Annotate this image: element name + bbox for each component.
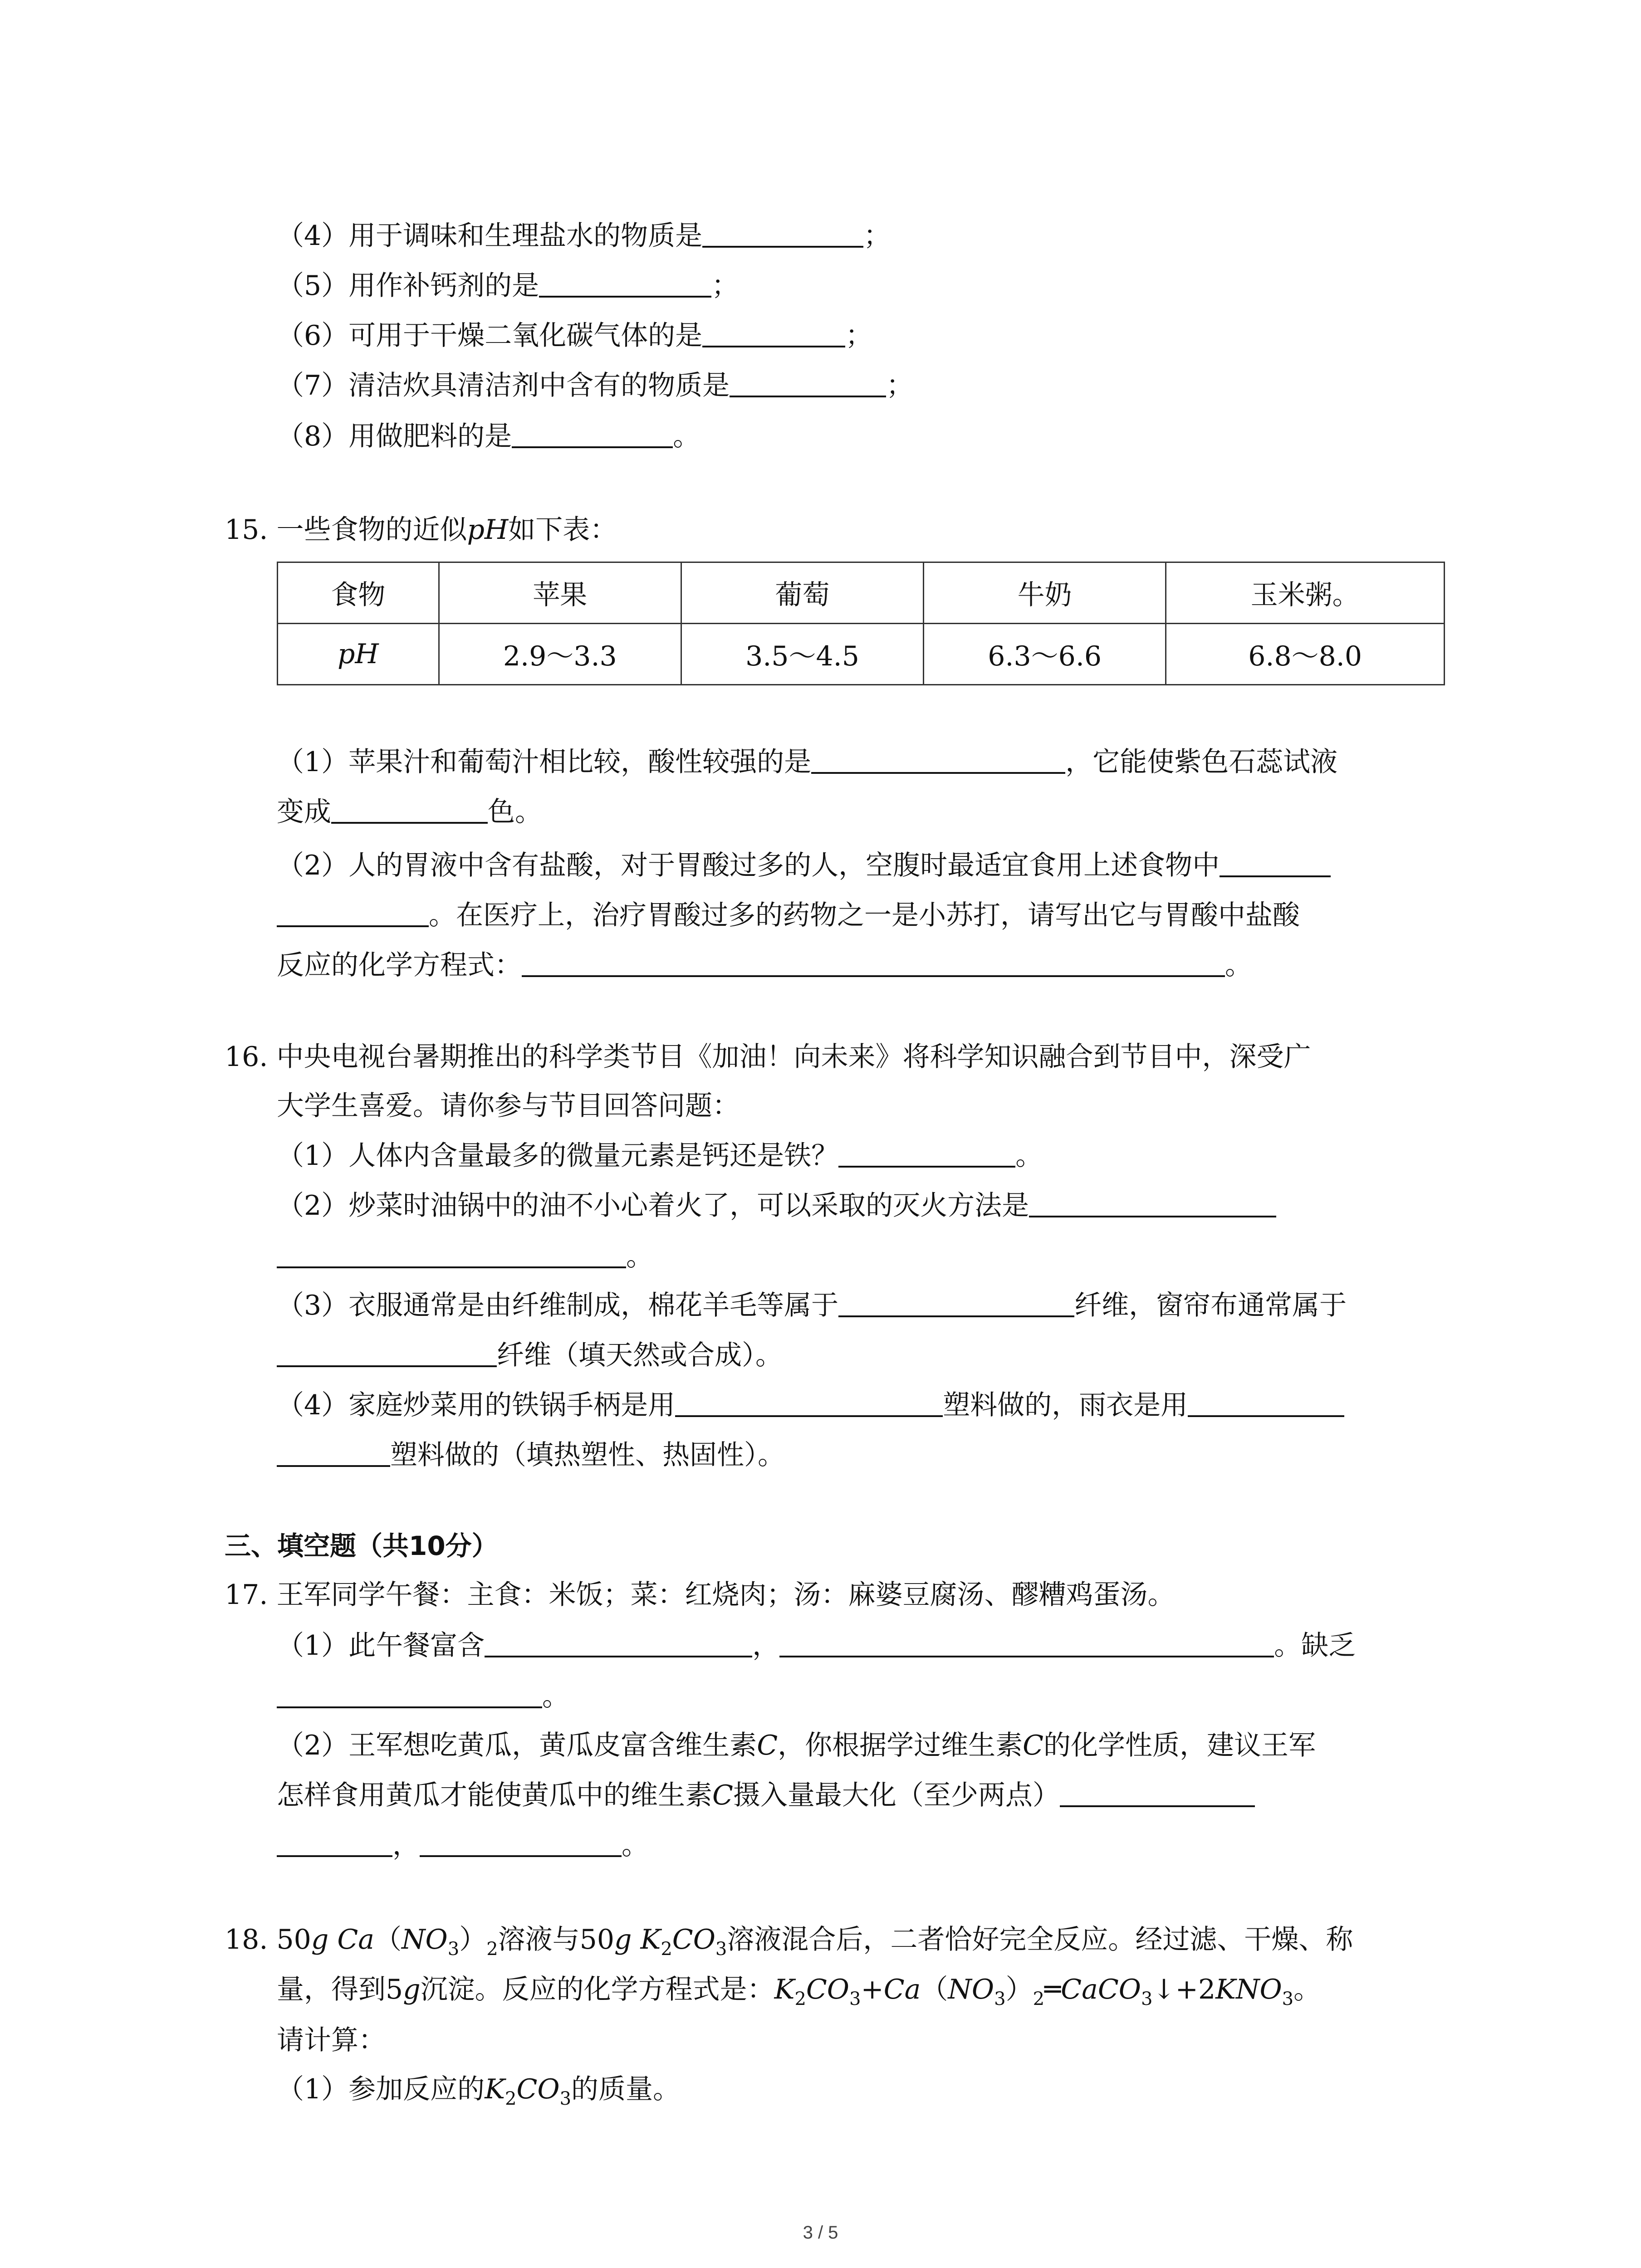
q18-line1: 18. 50g $Ca(NO_3)_2$溶液与50g $K_2CO_3$溶液混合后，二者恰好完全反应。经过滤、干燥、称 xyxy=(225,1924,1353,1960)
q17-part1-line2: 。 xyxy=(277,1678,569,1715)
table-cell: pH xyxy=(278,624,439,685)
answer-blank[interactable] xyxy=(539,269,711,298)
q17-part1-line1: （1）此午餐富含 ， 。缺乏 xyxy=(277,1628,1356,1664)
answer-blank[interactable] xyxy=(811,745,1065,774)
q16-part3-line1: （3）衣服通常是由纤维制成，棉花羊毛等属于 纤维，窗帘布通常属于 xyxy=(277,1287,1347,1324)
q15-part2-line1: （2）人的胃液中含有盐酸，对于胃酸过多的人，空腹时最适宜食用上述食物中 xyxy=(277,847,1331,884)
q14-item-5: （5）用作补钙剂的是 ； xyxy=(277,268,739,304)
answer-blank[interactable] xyxy=(331,795,488,824)
table-header-row xyxy=(278,562,1445,624)
q16-stem-line1: 16. 中央电视台暑期推出的科学类节目《加油！向未来》将科学知识融合到节目中，深受广 xyxy=(225,1041,1311,1073)
q15-stem: 15. 一些食物的近似pH如下表： xyxy=(225,514,617,546)
q14-item-7: （7）清洁炊具清洁剂中含有的物质是 ； xyxy=(277,367,913,404)
answer-blank[interactable] xyxy=(1188,1388,1344,1417)
answer-blank[interactable] xyxy=(779,1628,1274,1657)
answer-blank[interactable] xyxy=(420,1828,622,1857)
answer-blank[interactable] xyxy=(277,898,429,927)
q15-part1-line2: 变成 色。 xyxy=(277,794,542,830)
answer-blank[interactable] xyxy=(512,419,673,448)
q16-part2-cont: 。 xyxy=(277,1238,653,1275)
q18-line2: 量，得到5g沉淀。反应的化学方程式是：$K_2CO_3+Ca(NO_3)_2═CaCO_3↓+2KNO_3$。 xyxy=(277,1974,1321,2009)
section-heading: 三、填空题（共10分） xyxy=(225,1530,498,1561)
q15-part1-line1: （1）苹果汁和葡萄汁相比较，酸性较强的是 ，它能使紫色石蕊试液 xyxy=(277,744,1337,780)
q14-item-8: （8）用做肥料的是 。 xyxy=(277,418,700,455)
q14-item-6: （6）可用于干燥二氧化碳气体的是 ； xyxy=(277,318,872,354)
answer-blank[interactable] xyxy=(522,948,1225,977)
answer-blank[interactable] xyxy=(838,1139,1015,1168)
page-number: 3 / 5 xyxy=(803,2223,838,2243)
table-cell: 6.8～8.0 xyxy=(1166,624,1445,685)
q16-stem-line2: 大学生喜爱。请你参与节目回答问题： xyxy=(277,1090,740,1122)
q17-part2-line2: 怎样食用黄瓜才能使黄瓜中的维生素C摄入量最大化（至少两点） xyxy=(277,1777,1255,1813)
q18-line3: 请计算： xyxy=(277,2024,386,2056)
answer-blank[interactable] xyxy=(838,1288,1074,1317)
answer-blank[interactable] xyxy=(1060,1778,1255,1807)
table-cell: 玉米粥。 xyxy=(1166,562,1445,624)
q14-item-4: （4）用于调味和生理盐水的物质是 ； xyxy=(277,218,891,254)
q17-stem: 17. 王军同学午餐：主食：米饭；菜：红烧肉；汤：麻婆豆腐汤、醪糟鸡蛋汤。 xyxy=(225,1579,1175,1611)
answer-blank[interactable] xyxy=(485,1628,752,1657)
ph-table xyxy=(277,562,1445,685)
table-cell: 苹果 xyxy=(439,562,681,624)
answer-blank[interactable] xyxy=(277,1338,497,1367)
q18-line4: （1）参加反应的$K_2CO_3$的质量。 xyxy=(277,2073,681,2109)
q16-part4-line1: （4）家庭炒菜用的铁锅手柄是用 塑料做的，雨衣是用 xyxy=(277,1387,1344,1423)
answer-blank[interactable] xyxy=(277,1438,390,1467)
answer-blank[interactable] xyxy=(1029,1188,1276,1217)
q17-part2-line3: ， 。 xyxy=(277,1827,649,1863)
table-cell: 6.3～6.6 xyxy=(924,624,1166,685)
answer-blank[interactable] xyxy=(277,1239,626,1268)
q17-part2-line1: （2）王军想吃黄瓜，黄瓜皮富含维生素C，你根据学过维生素C的化学性质，建议王军 xyxy=(277,1730,1316,1761)
q16-part4-line2: 塑料做的（填热塑性、热固性）。 xyxy=(277,1437,785,1473)
table-cell: 牛奶 xyxy=(924,562,1166,624)
answer-blank[interactable] xyxy=(702,318,845,347)
answer-blank[interactable] xyxy=(1220,848,1331,877)
table-cell: 2.9～3.3 xyxy=(439,624,681,685)
table-row xyxy=(278,624,1445,685)
answer-blank[interactable] xyxy=(277,1679,542,1708)
table-cell: 食物 xyxy=(278,562,439,624)
answer-blank[interactable] xyxy=(702,219,863,248)
table-cell: 葡萄 xyxy=(681,562,923,624)
q16-part2: （2）炒菜时油锅中的油不小心着火了，可以采取的灭火方法是 xyxy=(277,1188,1276,1224)
q16-part3-line2: 纤维（填天然或合成）。 xyxy=(277,1337,783,1374)
table-cell: 3.5～4.5 xyxy=(681,624,923,685)
answer-blank[interactable] xyxy=(675,1388,943,1417)
q15-part2-line2: 。在医疗上，治疗胃酸过多的药物之一是小苏打，请写出它与胃酸中盐酸 xyxy=(277,897,1300,934)
q16-part1: （1）人体内含量最多的微量元素是钙还是铁？ 。 xyxy=(277,1138,1043,1174)
answer-blank[interactable] xyxy=(730,368,886,397)
answer-blank[interactable] xyxy=(277,1828,392,1857)
q15-part2-line3: 反应的化学方程式： 。 xyxy=(277,947,1252,983)
